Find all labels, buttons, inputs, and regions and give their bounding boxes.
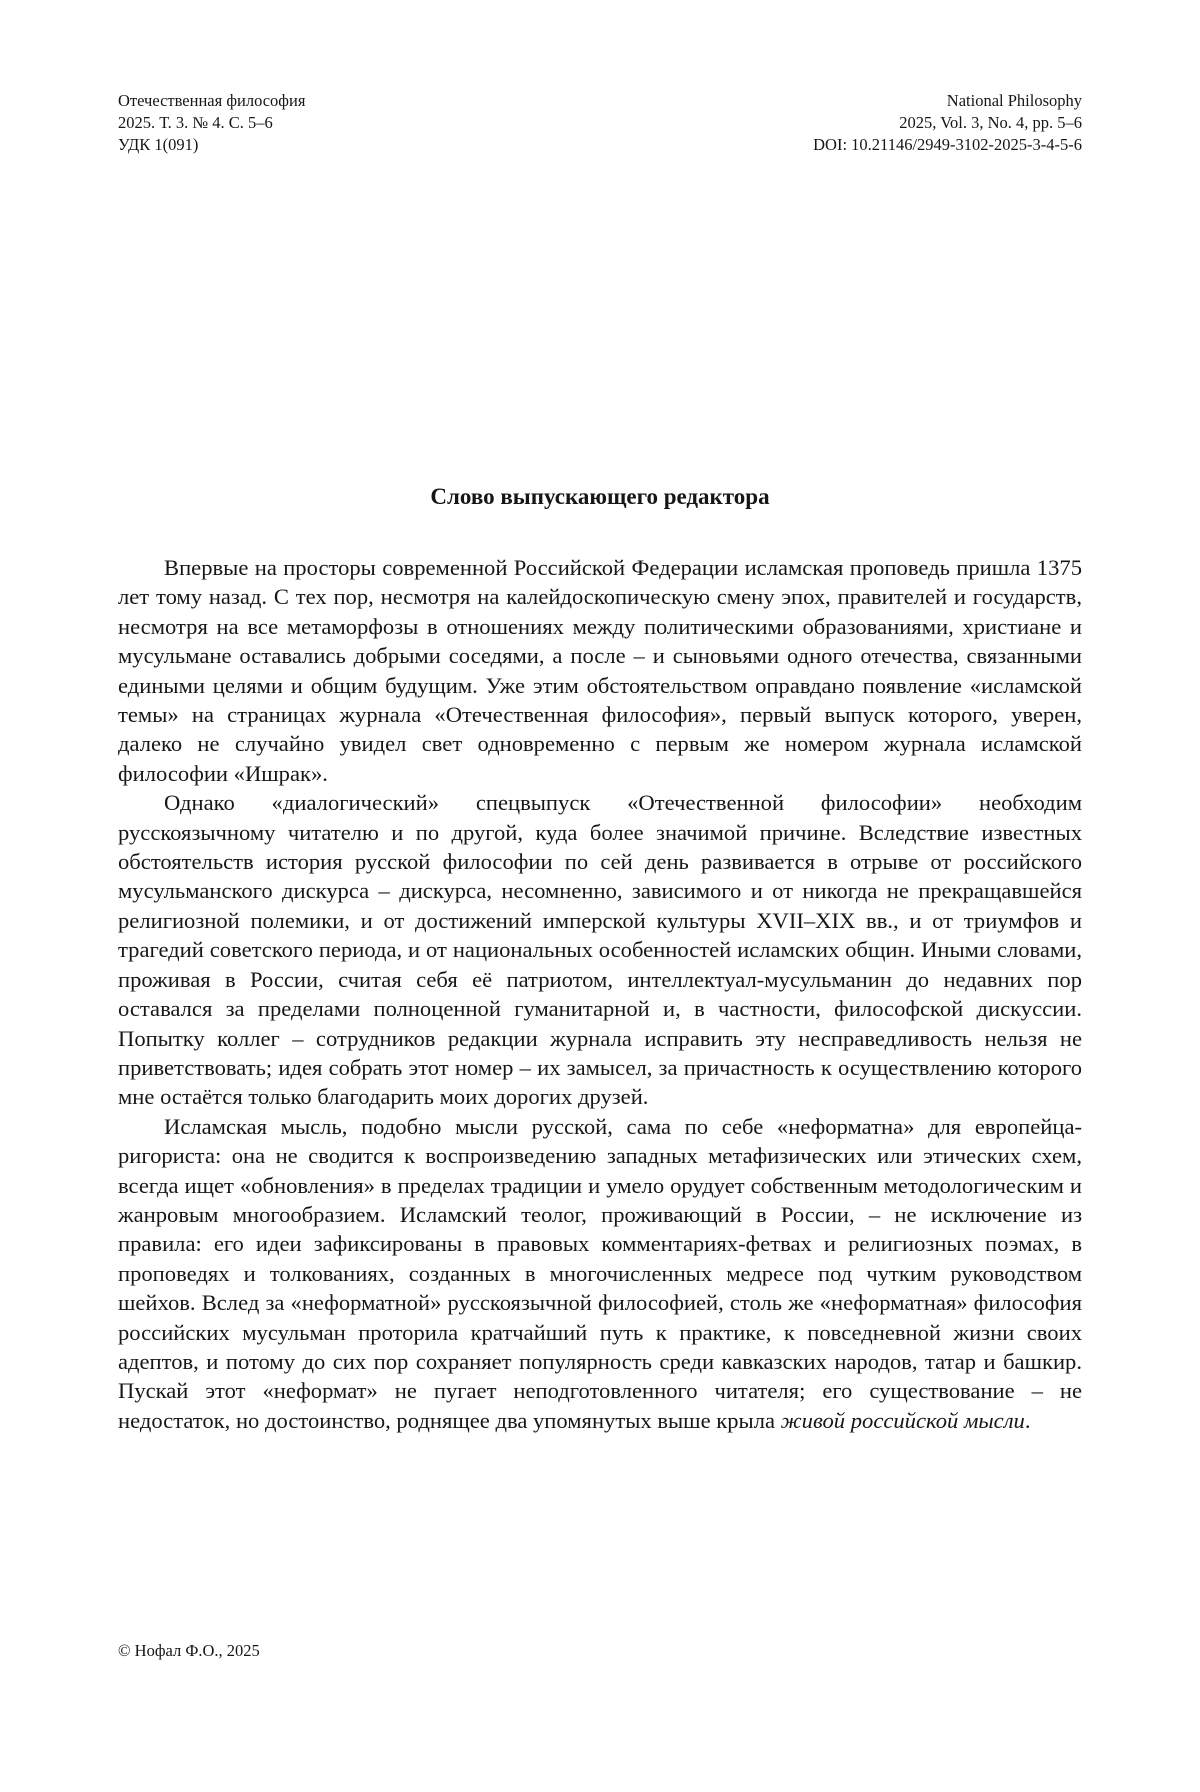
paragraph-1: Впервые на просторы современной Российской Федерации исламская проповедь пришла 1375 лет тому назад. С тех пор, несмотря на калейдоскопическую смену эпох, правителей и государств, несмотря на все метаморфозы в отношениях между политическими образованиями, христиане и мусульмане оставались добрыми соседями, а после – и сыновьями одного отечества, связанными едиными целями и общим будущим. Уже этим обстоятельством оправдано появление «исламской темы» на страницах журнала «Отечественная философия», первый выпуск которого, уверен, далеко не случайно увидел свет одновременно с первым же номером журнала исламской философии «Ишрак». (118, 555, 1082, 786)
paragraph-3 (118, 1112, 1082, 1435)
paragraph-2: Однако «диалогический» спецвыпуск «Отечественной философии» необходим русскоязычному читателю и по другой, куда более значимой причине. Вследствие известных обстоятельств история русской философии по сей день развивается в отрыве от российского мусульманского дискурса – дискурса, несомненно, зависимого и от никогда не прекращавшейся религиозной полемики, и от достижений имперской культуры XVII–XIX вв., и от триумфов и трагедий советского периода, и от национальных особенностей исламских общин. Иными словами, проживая в России, считая себя её патриотом, интеллектуал-мусульманин до недавних пор оставался за пределами полноценной гуманитарной и, в частности, философской дискуссии. Попытку коллег – сотрудников редакции журнала исправить эту несправедливость нельзя не приветствовать; идея собрать этот номер – их замысел, за причастность к осуществлению которого мне остаётся только благодарить моих дорогих друзей. (118, 790, 1082, 1110)
journal-name-ru: Отечественная философия (118, 91, 306, 110)
paragraph-3-end: . (1024, 1407, 1031, 1433)
paragraph-3-italic: живой российской мысли (780, 1407, 1025, 1433)
udc-code: УДК 1(091) (118, 135, 199, 154)
issue-info-en: 2025, Vol. 3, No. 4, pp. 5–6 (899, 113, 1082, 132)
header-english (813, 90, 1082, 156)
header-russian (118, 90, 305, 156)
doi[interactable]: DOI: 10.21146/2949-3102-2025-3-4-5-6 (813, 135, 1082, 154)
article-title: Слово выпускающего редактора (430, 484, 770, 509)
running-header (118, 90, 1082, 156)
copyright-notice: © Нофал Ф.О., 2025 (118, 1641, 260, 1660)
paragraph-3-text: Исламская мысль, подобно мысли русской, сама по себе «неформатна» для европейца-ригориста: она не сводится к воспроизведению западных метафизических или этических схем, всегда ищет «обновления» в пределах традиции и умело орудует собственным методологическим и жанровым многообразием. Исламский теолог, проживающий в России, – не исключение из правила: его идеи зафиксированы в правовых комментариях-фетвах и религиозных поэмах, в проповедях и толкованиях, созданных в многочисленных медресе под чутким руководством шейхов. Вслед за «неформатной» русскоязычной философией, столь же «неформатная» философия российских мусульман проторила кратчайший путь к практике, к повседневной жизни своих адептов, и потому до сих пор сохраняет популярность среди кавказских народов, татар и башкир. Пускай этот «неформат» не пугает неподготовленного читателя; его существование – не недостаток, но достоинство, роднящее два упомянутых выше крыла (118, 1113, 1082, 1433)
issue-info-ru: 2025. Т. 3. № 4. С. 5–6 (118, 113, 273, 132)
journal-name-en: National Philosophy (946, 91, 1082, 110)
article-body (118, 553, 1082, 1435)
